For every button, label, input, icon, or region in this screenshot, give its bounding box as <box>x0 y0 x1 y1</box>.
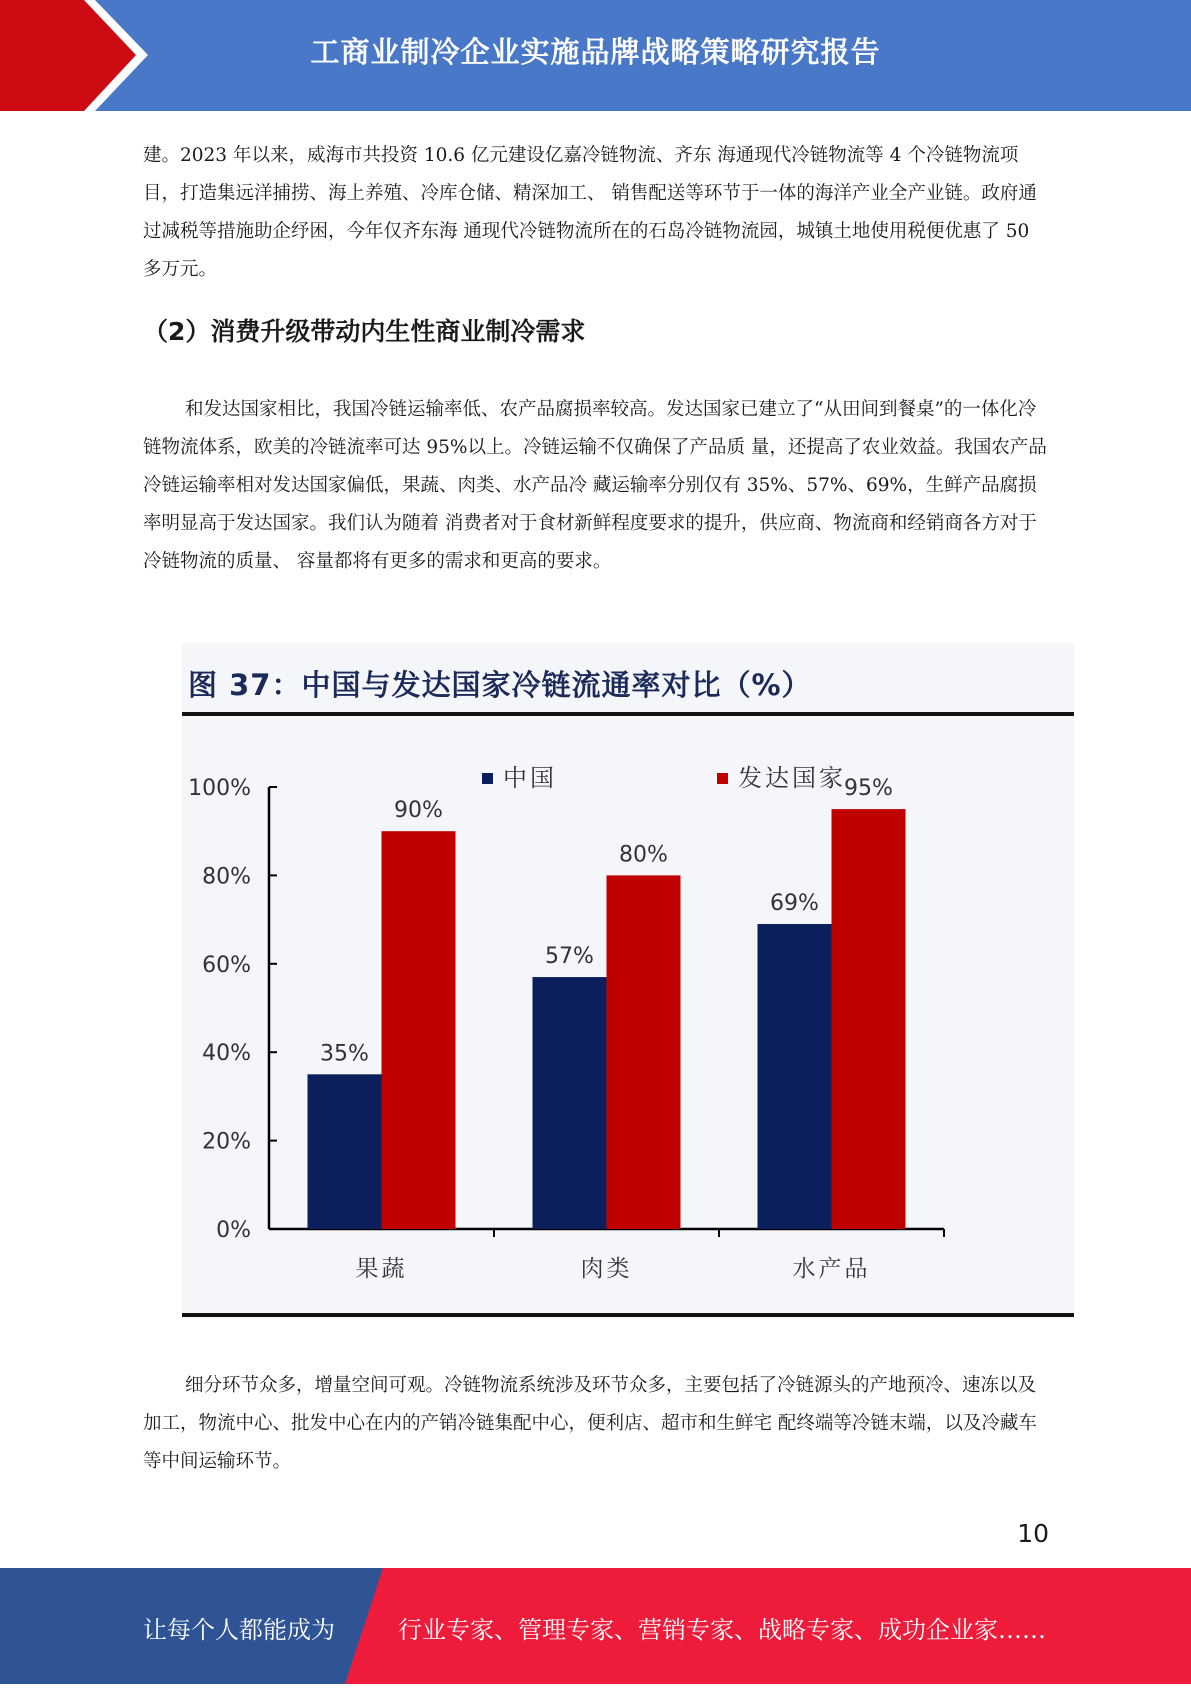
y-tick-label: 0% <box>216 1218 251 1243</box>
bar <box>607 875 681 1229</box>
bar <box>832 809 906 1229</box>
footer-slogan-left: 让每个人都能成为 <box>143 1616 335 1644</box>
data-label: 35% <box>320 1041 369 1067</box>
legend-swatch <box>717 773 728 784</box>
y-tick-label: 100% <box>188 776 251 801</box>
chart-title: 图 37：中国与发达国家冷链流通率对比（%） <box>188 668 812 702</box>
y-tick-label: 60% <box>202 952 251 978</box>
x-category-label: 果蔬 <box>355 1256 408 1282</box>
chart-title-rule <box>182 712 1074 716</box>
data-label: 80% <box>619 842 668 868</box>
paragraph-3: 细分环节众多，增量空间可观。冷链物流系统涉及环节众多，主要包括了冷链源头的产地预冷、速冻以及加工，物流中心、批发中心在内的产销冷链集配中心，便利店、超市和生鲜宅 配终端等冷链末端，以及冷藏车等中间运输环节。 <box>143 1375 1037 1472</box>
legend-swatch <box>482 773 493 784</box>
header-title: 工商业制冷企业实施品牌战略策略研究报告 <box>310 35 881 69</box>
data-label: 69% <box>770 891 819 917</box>
data-label: 95% <box>844 776 893 802</box>
y-tick-label: 20% <box>202 1129 251 1155</box>
x-category-label: 水产品 <box>792 1256 871 1282</box>
paragraph-1: 建。2023 年以来，威海市共投资 10.6 亿元建设亿嘉冷链物流、齐东 海通现代冷链物流等 4 个冷链物流项目，打造集远洋捕捞、海上养殖、冷库仓储、精深加工、 销售配送等环节于一体的海洋产业全产业链。政府通过减税等措施助企纾困，今年仅齐东海 通现代冷链物流所在的石岛冷链物流园，城镇土地使用税便优惠了 50 多万元。 <box>143 145 1037 280</box>
chart-bottom-rule <box>182 1313 1074 1317</box>
bar <box>308 1074 382 1229</box>
page-header <box>0 0 1191 111</box>
bar <box>533 977 607 1229</box>
page-number: 10 <box>1017 1519 1049 1548</box>
bar <box>382 831 456 1229</box>
bar <box>758 924 832 1229</box>
section-heading: （2）消费升级带动内生性商业制冷需求 <box>143 317 586 346</box>
paragraph-2: 和发达国家相比，我国冷链运输率低、农产品腐损率较高。发达国家已建立了“从田间到餐桌”的一体化冷链物流体系，欧美的冷链流率可达 95%以上。冷链运输不仅确保了产品质 量，还提高了农业效益。我国农产品冷链运输率相对发达国家偏低，果蔬、肉类、水产品冷 藏运输率分别仅有 35%、57%、69%，生鲜产品腐损率明显高于发达国家。我们认为随着 消费者对于食材新鲜程度要求的提升，供应商、物流商和经销商各方对于冷链物流的质量、 容量都将有更多的需求和更高的要求。 <box>143 399 1047 572</box>
data-label: 57% <box>545 944 594 970</box>
bar-chart <box>182 643 1074 1319</box>
footer-slogan-right: 行业专家、管理专家、营销专家、战略专家、成功企业家…… <box>398 1616 1046 1644</box>
legend-label: 中国 <box>503 764 557 792</box>
y-tick-label: 80% <box>202 864 251 890</box>
x-category-label: 肉类 <box>580 1256 633 1282</box>
y-tick-label: 40% <box>202 1041 251 1067</box>
legend-label: 发达国家 <box>738 764 846 792</box>
data-label: 90% <box>394 798 443 824</box>
